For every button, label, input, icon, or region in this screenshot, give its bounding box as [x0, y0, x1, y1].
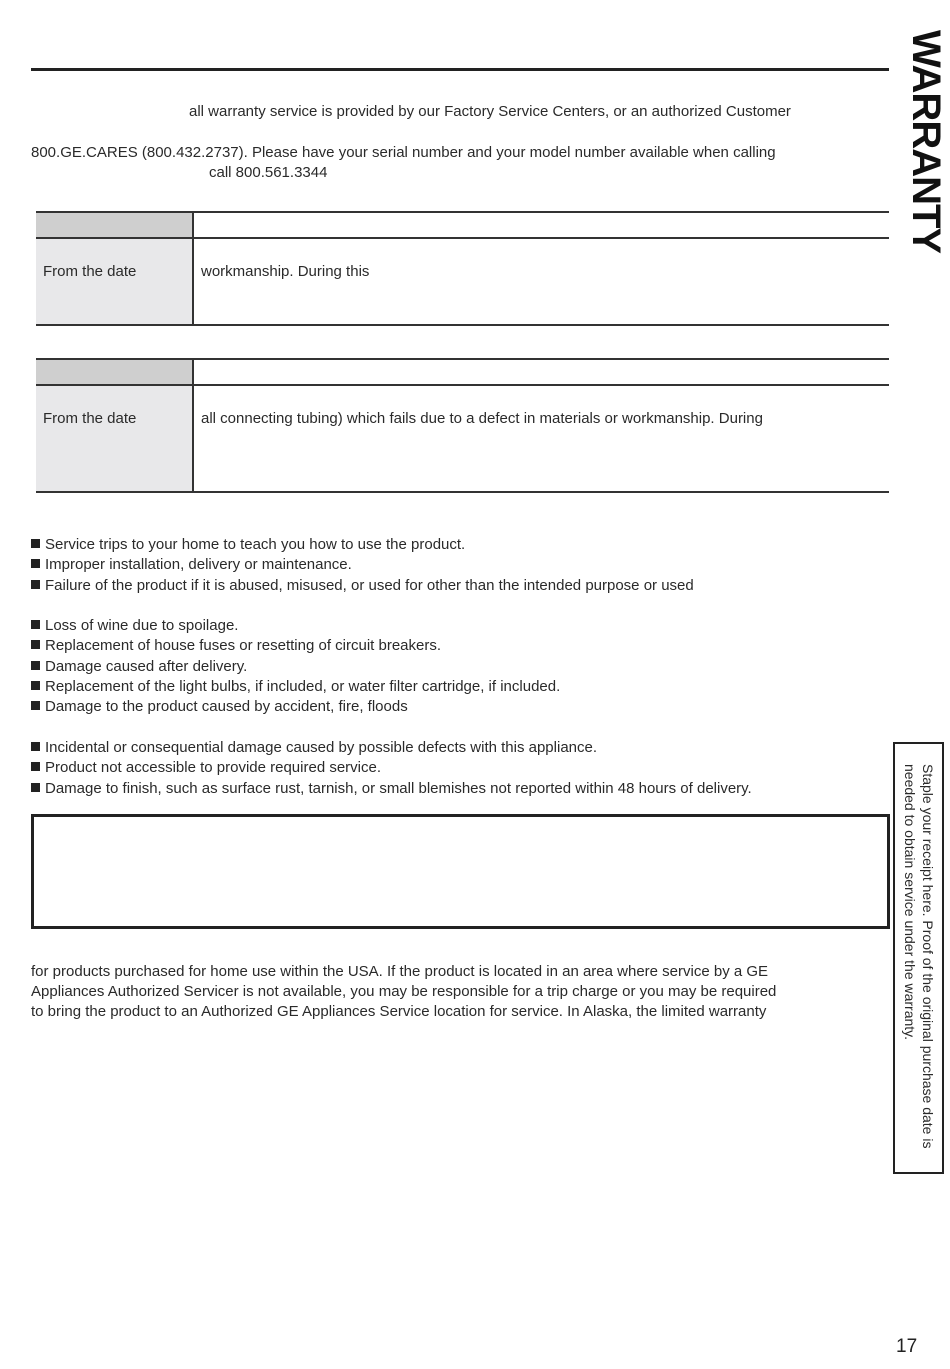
- service-area-paragraph: [31, 962, 891, 1022]
- bullet-square-icon: [31, 640, 40, 649]
- bullet-square-icon: [31, 661, 40, 670]
- bullet-square-icon: [31, 559, 40, 568]
- list-item: Replacement of the light bulbs, if included, or water filter cartridge, if included.: [31, 677, 752, 697]
- bullet-square-icon: [31, 762, 40, 771]
- bullet-square-icon: [31, 539, 40, 548]
- notice-box: [31, 814, 890, 929]
- list-item: Service trips to your home to teach you how to use the product.: [31, 535, 752, 555]
- top-rule: [31, 68, 889, 71]
- coverage-period-cell: From the date: [43, 263, 137, 280]
- warranty-side-title: WARRANTY: [904, 30, 948, 254]
- bullet-square-icon: [31, 681, 40, 690]
- table-left-shade: [36, 386, 193, 491]
- list-gap: [31, 718, 752, 738]
- table-header-shade: [36, 213, 193, 237]
- table-rule: [36, 324, 889, 326]
- coverage-description-cell: workmanship. During this: [201, 263, 370, 280]
- bullet-square-icon: [31, 701, 40, 710]
- list-item: Damage to finish, such as surface rust, tarnish, or small blemishes not reported within 48 hours of delivery.: [31, 779, 752, 799]
- staple-receipt-note: Staple your receipt here. Proof of the original purchase date is needed to obtain service under the warranty.: [902, 764, 936, 1149]
- table-left-shade: [36, 239, 193, 324]
- list-item: Damage to the product caused by accident, fire, floods: [31, 697, 752, 717]
- exclusions-list: [31, 535, 752, 799]
- list-item: Loss of wine due to spoilage.: [31, 616, 752, 636]
- list-item: Replacement of house fuses or resetting of circuit breakers.: [31, 636, 752, 656]
- coverage-period-cell: From the date: [43, 410, 137, 427]
- list-item: Failure of the product if it is abused, misused, or used for other than the intended purpose or used: [31, 576, 752, 596]
- list-item: Product not accessible to provide required service.: [31, 758, 752, 778]
- warranty-table-1: [36, 211, 889, 326]
- intro-line-1: all warranty service is provided by our Factory Service Centers, or an authorized Customer: [189, 103, 791, 120]
- list-item: Damage caused after delivery.: [31, 657, 752, 677]
- paragraph-line: Appliances Authorized Servicer is not available, you may be responsible for a trip charge or you may be required: [31, 983, 777, 1000]
- page-number: 17: [896, 1336, 918, 1357]
- bullet-square-icon: [31, 620, 40, 629]
- table-header-shade: [36, 360, 193, 384]
- intro-line-3: call 800.561.3344: [209, 164, 328, 181]
- warranty-table-2: [36, 358, 889, 494]
- table-divider: [192, 211, 194, 324]
- intro-line-2: 800.GE.CARES (800.432.2737). Please have your serial number and your model number available when calling: [31, 144, 776, 161]
- paragraph-line: to bring the product to an Authorized GE Appliances Service location for service. In Alaska, the limited warranty: [31, 1003, 767, 1020]
- bullet-square-icon: [31, 742, 40, 751]
- bullet-square-icon: [31, 580, 40, 589]
- paragraph-line: for products purchased for home use within the USA. If the product is located in an area where service by a GE: [31, 963, 769, 980]
- table-divider: [192, 358, 194, 491]
- coverage-description-cell: all connecting tubing) which fails due to a defect in materials or workmanship. During: [201, 410, 763, 427]
- table-rule: [36, 491, 889, 493]
- bullet-square-icon: [31, 783, 40, 792]
- list-item: Incidental or consequential damage caused by possible defects with this appliance.: [31, 738, 752, 758]
- list-gap: [31, 596, 752, 616]
- staple-receipt-box: [893, 742, 944, 1174]
- list-item: Improper installation, delivery or maintenance.: [31, 555, 752, 575]
